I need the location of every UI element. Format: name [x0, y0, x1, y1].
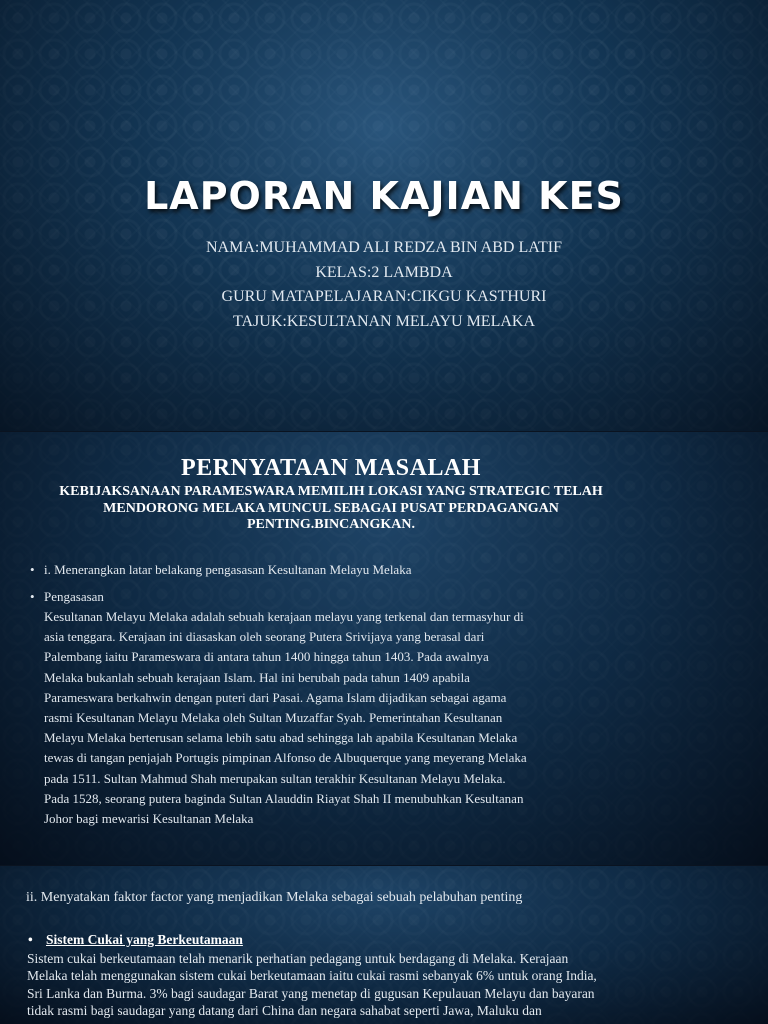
paragraph-line: Palembang iaitu Parameswara di antara tahun 1400 hingga tahun 1403. Pada awalnya [44, 649, 489, 665]
class-name: KELAS:2 LAMBDA [315, 263, 453, 281]
topic-title: TAJUK:KESULTANAN MELAYU MELAKA [232, 312, 536, 330]
list-item [30, 587, 575, 829]
paragraph-line: Kesultanan Melayu Melaka adalah sebuah kerajaan melayu yang terkenal dan termasyhur di [44, 609, 524, 624]
factor-bullet [28, 932, 243, 948]
factor-title: Sistem Cukai yang Berkeutamaan [46, 932, 243, 947]
paragraph-line: Melaka bukanlah sebuah kerajaan Islam. Hal ini berubah pada tahun 1409 apabila [44, 669, 470, 685]
section-title: PERNYATAAN MASALAH [181, 455, 481, 481]
paragraph-line: Sistem cukai berkeutamaan telah menarik perhatian pedagang untuk berdagang di Melaka. Kerajaan [27, 951, 569, 966]
student-name: NAMA:MUHAMMAD ALI REDZA BIN ABD LATIF [205, 239, 562, 256]
bullet-text: i. Menerangkan latar belakang pengasasan Kesultanan Melayu Melaka [44, 562, 412, 577]
section-subtitle: KEBIJAKSANAAN PARAMESWARA MEMILIH LOKASI YANG STRATEGIC TELAH MENDORONG MELAKA MUNCUL SEBAGAI PUSAT PERDAGANGAN PENTING.BINCANGKAN. [59, 484, 603, 532]
bullet-heading: Pengasasan [44, 589, 104, 604]
bullet-icon: • [30, 589, 35, 604]
list-item [30, 560, 575, 580]
slide-title: LAPORAN KAJIAN KES [144, 174, 624, 218]
paragraph-line: Johor bagi mewarisi Kesultanan Melaka [44, 811, 254, 827]
paragraph-line: Melaka telah menggunakan sistem cukai berkeutamaan iaitu cukai rasmi sebanyak 6% untuk orang India, [27, 968, 597, 984]
bullet-list [30, 560, 575, 829]
factors-heading: ii. Menyatakan faktor factor yang menjadikan Melaka sebagai sebuah pelabuhan penting [26, 890, 523, 905]
paragraph-line: tidak rasmi bagi saudagar yang datang dari China dan negara sahabat seperti Jawa, Maluku dan [27, 1002, 542, 1018]
paragraph-line: Melayu Melaka berterusan selama lebih satu abad sehingga lah apabila Kesultanan Melaka [44, 730, 518, 746]
bullet-paragraph [44, 607, 575, 829]
paragraph-line: Sri Lanka dan Burma. 3% bagi saudagar Barat yang menetap di gugusan Kepulauan Melayu dan bayaran [27, 985, 595, 1001]
student-info [0, 236, 768, 334]
paragraph-line: Parameswara berkahwin dengan puteri dari Pasai. Agama Islam dijadikan sebagai agama [44, 689, 507, 705]
paragraph-line: Pada 1528, seorang putera baginda Sultan Alauddin Riayat Shah II menubuhkan Kesultanan [44, 790, 524, 806]
bullet-icon: • [28, 932, 33, 947]
paragraph-line: rasmi Kesultanan Melayu Melaka oleh Sultan Muzaffar Syah. Pemerintahan Kesultanan [44, 710, 503, 726]
factor-paragraph [27, 950, 647, 1019]
paragraph-line: pada 1511. Sultan Mahmud Shah merupakan sultan terakhir Kesultanan Melayu Melaka. [44, 770, 506, 786]
paragraph-line: asia tenggara. Kerajaan ini diasaskan oleh seorang Putera Srivijaya yang berasal dari [44, 629, 485, 645]
teacher-name: GURU MATAPELAJARAN:CIKGU KASTHURI [221, 288, 547, 305]
bullet-icon: • [30, 562, 35, 577]
paragraph-line: tewas di tangan penjajah Portugis pimpinan Alfonso de Albuquerque yang meyerang Melaka [44, 750, 527, 766]
